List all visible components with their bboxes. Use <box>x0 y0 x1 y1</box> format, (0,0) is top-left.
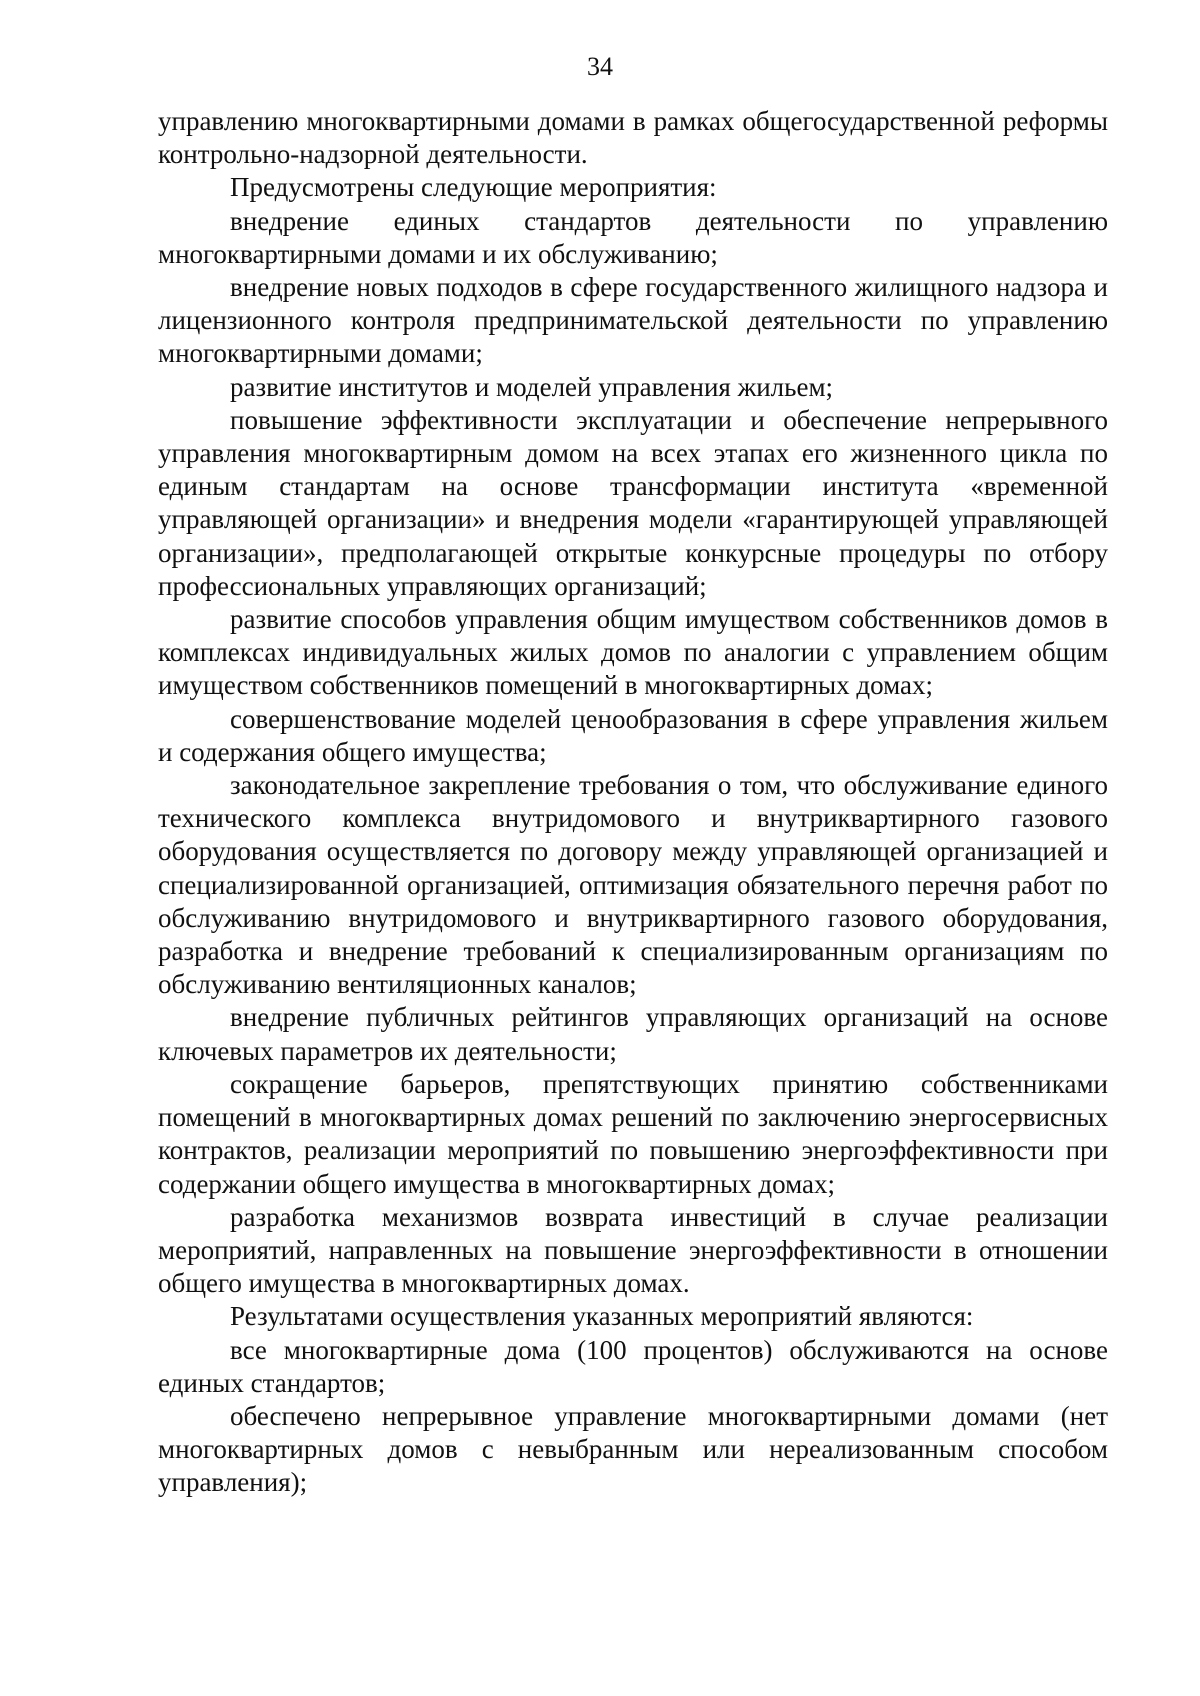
paragraph-measure-pricing: совершенствование моделей ценообразования в сфере управления жильем и содержания общего имущества; <box>158 703 1108 767</box>
document-body <box>158 105 1108 1500</box>
paragraph-measure-energy-service: сокращение барьеров, препятствующих принятию собственниками помещений в многоквартирных домах решений по заключению энергосервисных контрактов, реализации мероприятий по повышению энергоэффективности при содержании общего имущества в многоквартирных домах; <box>158 1068 1108 1199</box>
paragraph-result-standards: все многоквартирные дома (100 процентов) обслуживаются на основе единых стандартов; <box>158 1334 1108 1398</box>
paragraph-results-intro: Результатами осуществления указанных мероприятий являются: <box>230 1301 974 1332</box>
paragraph-measure-private-houses: развитие способов управления общим имуществом собственников домов в комплексах индивидуальных жилых домов по аналогии с управлением общим имуществом собственников помещений в многоквартирных домах; <box>158 604 1108 701</box>
paragraph-result-continuous-management: обеспечено непрерывное управление многоквартирными домами (нет многоквартирных домов с невыбранным или нереализованным способом управления); <box>158 1400 1108 1498</box>
paragraph-measure-institutes: развитие институтов и моделей управления жильем; <box>230 371 834 402</box>
paragraph-continuation: управлению многоквартирными домами в рамках общегосударственной реформы контрольно-надзорной деятельности. <box>158 106 1108 170</box>
paragraph-measure-gas-equipment: законодательное закрепление требования о том, что обслуживание единого технического комплекса внутридомового и внутриквартирного газового оборудования осуществляется по договору между управляющей организацией и специализированной организацией, оптимизация обязательного перечня работ по обслуживанию внутридомового и внутриквартирного газового оборудования, разработка и внедрение требований к специализированным организациям по обслуживанию вентиляционных каналов; <box>158 770 1108 1000</box>
paragraph-measure-supervision: внедрение новых подходов в сфере государственного жилищного надзора и лицензионного контроля предпринимательской деятельности по управлению многоквартирными домами; <box>158 272 1108 369</box>
paragraph-measures-intro: Предусмотрены следующие мероприятия: <box>230 172 717 203</box>
paragraph-measure-investment-return: разработка механизмов возврата инвестиций в случае реализации мероприятий, направленных на повышение энергоэффективности в отношении общего имущества в многоквартирных домах. <box>158 1201 1108 1299</box>
paragraph-measure-standards: внедрение единых стандартов деятельности по управлению многоквартирными домами и их обслуживанию; <box>158 205 1108 269</box>
paragraph-measure-continuous-management: повышение эффективности эксплуатации и обеспечение непрерывного управления многоквартирным домом на всех этапах его жизненного цикла по единым стандартам на основе трансформации института «временной управляющей организации» и внедрения модели «гарантирующей управляющей организации», предполагающей открытые конкурсные процедуры по отбору профессиональных управляющих организаций; <box>158 404 1108 601</box>
page-number: 34 <box>587 52 613 81</box>
paragraph-measure-ratings: внедрение публичных рейтингов управляющих организаций на основе ключевых параметров их деятельности; <box>158 1002 1108 1066</box>
